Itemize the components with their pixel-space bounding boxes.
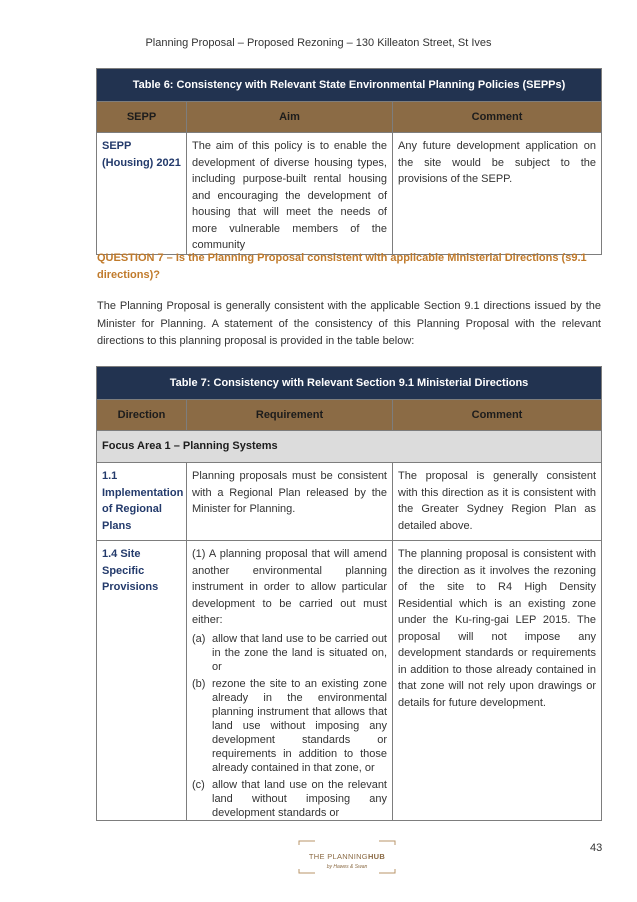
table-row (97, 541, 602, 821)
sepp-name: SEPP (Housing) 2021 (97, 133, 187, 255)
requirement-cell (187, 541, 393, 821)
sepp-comment: Any future development application on the site would be subject to the provisions of the SEPP. (393, 133, 602, 255)
direction-label: 1.1 Implementation of Regional Plans (97, 463, 187, 541)
body-paragraph: The Planning Proposal is generally consistent with the applicable Section 9.1 directions issued by the Minister for Planning. A statement of the consistency of this Planning Proposal with the relevant directions to this planning proposal is provided in the table below: (97, 300, 601, 347)
direction-label: 1.4 Site Specific Provisions (97, 541, 187, 821)
sepp-aim: The aim of this policy is to enable the development of diverse housing types, including purpose-built rental housing and encouraging the development of housing that will meet the needs of more vulnerable members of the community (187, 133, 393, 255)
column-header-requirement: Requirement (187, 400, 393, 431)
table-caption: Table 7: Consistency with Relevant Section 9.1 Ministerial Directions (97, 367, 602, 400)
logo-wordmark: THE PLANNINGHUB (308, 852, 386, 861)
table-row (97, 463, 602, 541)
table-caption: Table 6: Consistency with Relevant State Environmental Planning Policies (SEPPs) (97, 69, 602, 102)
page-number: 43 (590, 842, 603, 854)
list-item: (b) rezone the site to an existing zone already in the environmental planning instrument that allows that land use without imposing any development standards or requirements in addition to those already contained in that zone, or (192, 677, 387, 774)
focus-area-heading: Focus Area 1 – Planning Systems (97, 431, 602, 463)
column-header-comment: Comment (393, 400, 602, 431)
column-header-direction: Direction (97, 400, 187, 431)
column-header-comment: Comment (393, 102, 602, 133)
comment-text: The planning proposal is consistent with the direction as it involves the rezoning of the site to R4 High Density Residential which is an existing zone under the Ku-ring-gai LEP 2015. The proposal will not impose any development standards or requirements in addition to those already contained in that zone will not rely upon drawings or details for future development. (393, 541, 602, 821)
column-header-sepp: SEPP (97, 102, 187, 133)
planning-hub-logo (297, 839, 397, 875)
requirement-text: Planning proposals must be consistent with a Regional Plan released by the Minister for Planning. (187, 463, 393, 541)
ministerial-directions-table (96, 366, 602, 821)
page-header: Planning Proposal – Proposed Rezoning – 130 Killeaton Street, St Ives (145, 37, 492, 49)
column-header-aim: Aim (187, 102, 393, 133)
comment-text: The proposal is generally consistent with this direction as it is consistent with the Greater Sydney Region Plan as detailed above. (393, 463, 602, 541)
question-heading: QUESTION 7 – Is the Planning Proposal consistent with applicable Ministerial Directions (s9.1 directions)? (97, 252, 587, 281)
requirement-intro: (1) A planning proposal that will amend another environmental planning instrument in order to allow particular development to be carried out must either: (192, 548, 387, 626)
list-item: (a) allow that land use to be carried out in the zone the land is situated on, or (192, 632, 387, 673)
list-item: (c) allow that land use on the relevant land without imposing any development standards or (192, 778, 387, 819)
table-row (97, 133, 602, 255)
sepp-table (96, 68, 602, 255)
logo-tagline: by Hawes & Swan (326, 864, 368, 870)
